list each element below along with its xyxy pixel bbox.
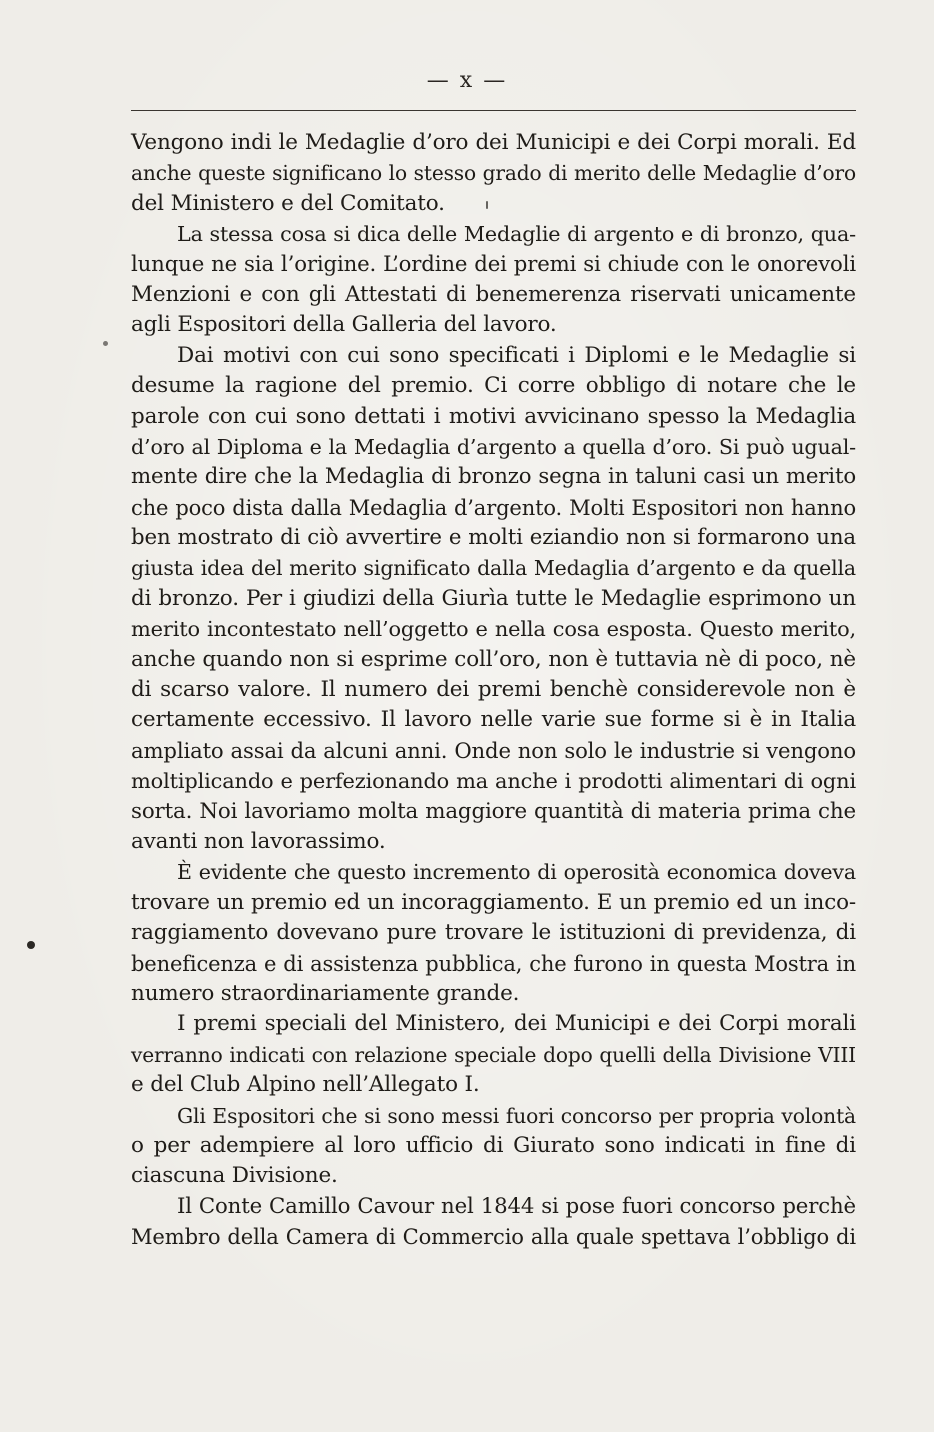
text-line: che poco dista dalla Medaglia d’argento. Molti Espositori non hanno — [131, 494, 856, 520]
text-line: merito incontestato nell’oggetto e nella cosa esposta. Questo merito, — [131, 617, 856, 642]
text-line: Dai motivi con cui sono specificati i Diplomi e le Medaglie si — [177, 342, 856, 368]
page-number: — x — — [426, 68, 508, 93]
ink-mark — [486, 201, 488, 209]
text-line: e del Club Alpino nell’Allegato I. — [131, 1072, 480, 1098]
text-line: agli Espositori della Galleria del lavoro. — [131, 312, 557, 338]
text-line: giusta idea del merito significato dalla Medaglia d’argento e da quella — [131, 556, 856, 581]
text-line: del Ministero e del Comitato. — [131, 190, 445, 216]
text-line: beneficenza e di assistenza pubblica, che furono in questa Mostra in — [131, 950, 856, 976]
text-line: anche queste significano lo stesso grado di merito delle Medaglie d’oro — [131, 161, 856, 186]
text-line: ampliato assai da alcuni anni. Onde non solo le industrie si vengono — [131, 737, 856, 763]
text-line: verranno indicati con relazione speciale dopo quelli della Divisione VIII — [131, 1042, 856, 1067]
text-line: di bronzo. Per i giudizi della Giurìa tutte le Medaglie esprimono un — [131, 585, 856, 611]
text-line: desume la ragione del premio. Ci corre obbligo di notare che le — [131, 373, 856, 399]
text-line: La stessa cosa si dica delle Medaglie di argento e di bronzo, qua- — [177, 222, 856, 247]
text-line: moltiplicando e perfezionando ma anche i prodotti alimentari di ogni — [131, 769, 856, 794]
text-line: Vengono indi le Medaglie d’oro dei Municipi e dei Corpi morali. Ed — [131, 130, 856, 155]
text-line: Il Conte Camillo Cavour nel 1844 si pose fuori concorso perchè — [177, 1193, 856, 1219]
text-line: lunque ne sia l’origine. L’ordine dei premi si chiude con le onorevoli — [131, 251, 856, 277]
text-line: d’oro al Diploma e la Medaglia d’argento a quella d’oro. Si può ugual- — [131, 434, 856, 459]
text-line: certamente eccessivo. Il lavoro nelle varie sue forme si è in Italia — [131, 707, 856, 733]
text-line: parole con cui sono dettati i motivi avvicinano spesso la Medaglia — [131, 403, 856, 429]
ink-spot — [103, 341, 108, 346]
text-line: ben mostrato di ciò avvertire e molti eziandio non si formarono una — [131, 525, 856, 551]
ink-spot — [27, 941, 35, 949]
text-line: o per adempiere al loro ufficio di Giurato sono indicati in fine di — [131, 1132, 856, 1158]
text-line: Membro della Camera di Commercio alla quale spettava l’obbligo di — [131, 1224, 856, 1250]
text-line: ciascuna Divisione. — [131, 1163, 338, 1189]
header-rule — [131, 110, 856, 111]
text-line: trovare un premio ed un incoraggiamento. E un premio ed un inco- — [131, 889, 856, 915]
text-line: di scarso valore. Il numero dei premi benchè considerevole non è — [131, 677, 856, 703]
body-text — [131, 128, 856, 1252]
text-line: sorta. Noi lavoriamo molta maggiore quantità di materia prima che — [131, 798, 856, 824]
text-line: avanti non lavorassimo. — [131, 828, 386, 854]
text-line: Menzioni e con gli Attestati di benemerenza riservati unicamente — [131, 281, 856, 307]
text-line: anche quando non si esprime coll’oro, non è tuttavia nè di poco, nè — [131, 646, 856, 672]
text-line: Gli Espositori che si sono messi fuori concorso per propria volontà — [177, 1103, 856, 1128]
text-line: raggiamento dovevano pure trovare le istituzioni di previdenza, di — [131, 920, 856, 946]
text-line: mente dire che la Medaglia di bronzo segna in taluni casi un merito — [131, 464, 856, 490]
text-line: I premi speciali del Ministero, dei Municipi e dei Corpi morali — [177, 1011, 856, 1037]
text-line: numero straordinariamente grande. — [131, 980, 520, 1006]
text-line: È evidente che questo incremento di operosità economica doveva — [177, 860, 856, 885]
